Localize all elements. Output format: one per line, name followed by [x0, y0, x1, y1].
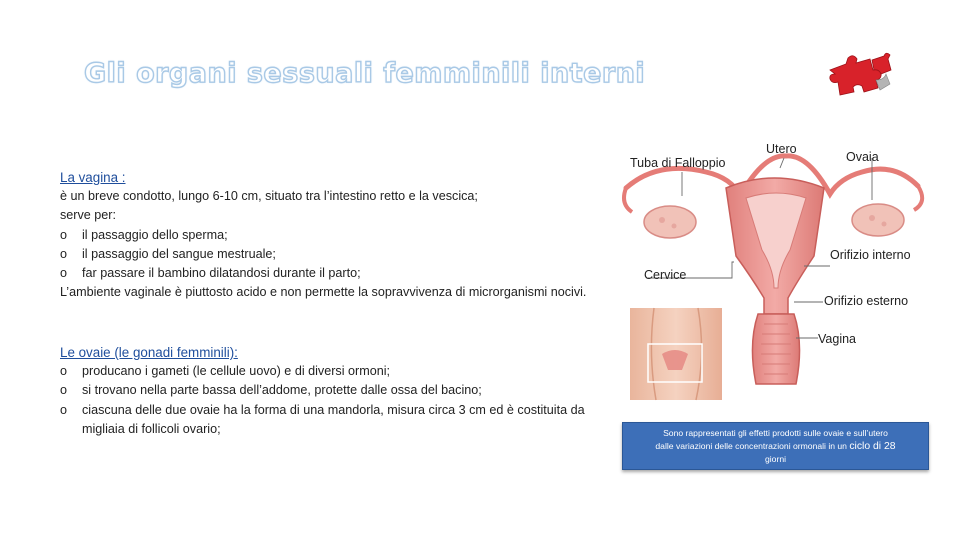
- label-orifizio-esterno: Orifizio esterno: [824, 294, 909, 308]
- caption-box: [622, 422, 929, 470]
- ovaie-section: [60, 343, 590, 439]
- bullet-mark: o: [60, 402, 68, 417]
- vagina-bullet-text: il passaggio del sangue mestruale;: [82, 246, 276, 261]
- vagina-heading: La vagina :: [60, 170, 126, 185]
- list-item: [60, 245, 590, 264]
- bullet-mark: o: [60, 383, 68, 398]
- label-orifizio-interno: Orifizio interno: [830, 248, 911, 262]
- label-cervice: Cervice: [644, 268, 687, 282]
- bullet-mark: o: [60, 227, 68, 242]
- label-utero: Utero: [766, 142, 797, 156]
- vagina-bullet-text: far passare il bambino dilatandosi durante il parto;: [82, 266, 361, 281]
- uterus-anatomy-figure: [618, 138, 930, 410]
- list-item: [60, 381, 590, 400]
- label-ovaia: Ovaia: [846, 150, 879, 164]
- caption-line-1: Sono rappresentati gli effetti prodotti sulle ovaie e sull’utero: [663, 428, 888, 438]
- slide-title: Gli organi sessuali femminili interni: [84, 58, 646, 89]
- list-item: [60, 362, 590, 381]
- caption-line-2: [629, 440, 922, 453]
- list-item: [60, 226, 590, 245]
- vagina-bullet-text: il passaggio dello sperma;: [82, 227, 228, 242]
- puzzle-pieces-icon: [826, 50, 892, 96]
- ovaie-heading: Le ovaie (le gonadi femminili):: [60, 345, 238, 360]
- caption-line-3: giorni: [764, 454, 787, 464]
- bullet-mark: o: [60, 266, 68, 281]
- list-item: [60, 264, 590, 283]
- list-item: [60, 401, 590, 439]
- ovaie-bullet-text: si trovano nella parte bassa dell’addome, protette dalle ossa del bacino;: [82, 383, 482, 398]
- caption-emphasis: ciclo di 28: [849, 441, 896, 452]
- vagina-section: [60, 168, 590, 302]
- caption-line-2-text: dalle variazioni delle concentrazioni ormonali in un: [655, 441, 850, 451]
- ovaie-bullet-text: ciascuna delle due ovaie ha la forma di una mandorla, misura circa 3 cm ed è costituita da migliaia di follicoli ovario;: [82, 402, 585, 436]
- vagina-serve-per: serve per:: [60, 208, 116, 223]
- label-tuba: Tuba di Falloppio: [630, 156, 726, 170]
- label-vagina: Vagina: [818, 332, 856, 346]
- bullet-mark: o: [60, 364, 68, 379]
- vagina-intro: è un breve condotto, lungo 6-10 cm, situato tra l’intestino retto e la vescica;: [60, 189, 478, 204]
- ovaie-bullet-text: producano i gameti (le cellule uovo) e di diversi ormoni;: [82, 364, 390, 379]
- bullet-mark: o: [60, 246, 68, 261]
- vagina-closing: L’ambiente vaginale è piuttosto acido e non permette la sopravvivenza di microrganismi nocivi.: [60, 285, 587, 300]
